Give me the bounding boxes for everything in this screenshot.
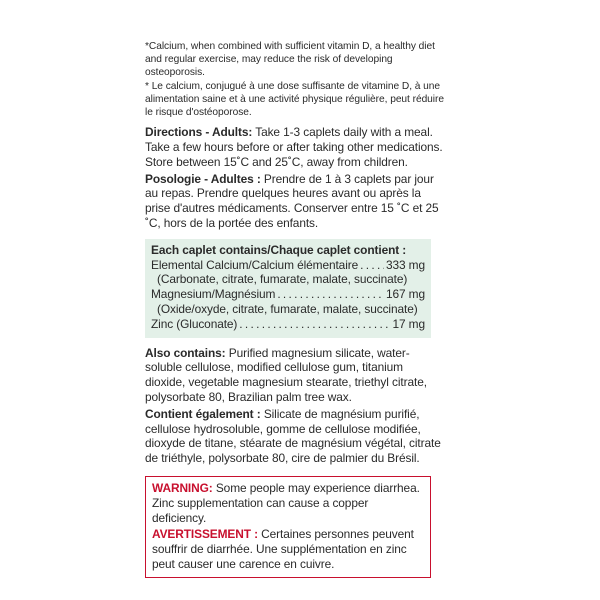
warning-box — [145, 476, 431, 578]
ingredient-amount: 17 mg — [392, 316, 425, 331]
directions-fr-text: Prendre de 1 à 3 caplets par jour au repas. Prendre quelques heures avant ou après la prise d'autres médicaments. Conserver entre 15 ˚C et 25 ˚C, hors de la portée des enfants. — [145, 171, 439, 230]
warning-en-heading: WARNING: — [152, 480, 213, 495]
ingredient-row — [151, 258, 425, 273]
directions-en-text: Take 1-3 caplets daily with a meal. Take a few hours before or after taking other medications. Store between 15˚C and 25˚C, away from children. — [145, 125, 443, 169]
ingredient-name: Zinc (Gluconate) — [151, 316, 238, 331]
ingredient-amount: 167 mg — [385, 287, 425, 302]
directions-en-heading: Directions - Adults: — [145, 125, 253, 140]
ingredient-name: Magnesium/Magnésium — [151, 287, 276, 302]
warning-en — [152, 481, 424, 525]
supplement-label — [145, 40, 445, 578]
warning-fr-heading: AVERTISSEMENT : — [152, 527, 258, 542]
composition-panel — [145, 239, 431, 338]
also-contains-fr — [145, 407, 445, 466]
also-contains-en — [145, 346, 445, 405]
footnote-en: *Calcium, when combined with sufficient vitamin D, a healthy diet and regular exercise, may reduce the risk of developing osteoporosis. — [145, 41, 435, 79]
leader-dots — [277, 287, 384, 302]
warning-fr-text: Certaines personnes peuvent souffrir de diarrhée. Une supplémentation en zinc peut causer une carence en cuivre. — [152, 527, 414, 571]
ingredient-amount: 333 mg — [385, 257, 425, 272]
directions-fr-heading: Posologie - Adultes : — [145, 171, 261, 186]
directions-en — [145, 125, 445, 169]
warning-en-text: Some people may experience diarrhea. Zinc supplementation can cause a copper deficiency. — [152, 480, 420, 525]
also-contains-fr-text: Silicate de magnésium purifié, cellulose hydrosoluble, gomme de cellulose modifiée, dioxyde de titane, stéarate de magnésium végétal, citrate de triéthyle, polysorbate 80, cire de palmier du Brésil. — [145, 406, 441, 466]
also-contains-en-text: Purified magnesium silicate, water-soluble cellulose, modified cellulose gum, titanium dioxide, vegetable magnesium stearate, triethyl citrate, polysorbate 80, Brazilian palm tree wax. — [145, 345, 427, 404]
leader-dots — [360, 258, 384, 273]
composition-heading: Each caplet contains/Chaque caplet contient : — [151, 242, 407, 257]
also-contains-fr-heading: Contient également : — [145, 406, 261, 421]
footnote-fr: * Le calcium, conjugué à une dose suffisante de vitamine D, à une alimentation saine et à une activité physique régulière, peut réduire le risque d'ostéoporose. — [145, 80, 444, 119]
directions-fr — [145, 172, 445, 231]
ingredient-sources: (Carbonate, citrate, fumarate, malate, succinate) — [157, 272, 408, 287]
also-contains-en-heading: Also contains: — [145, 345, 226, 360]
ingredient-row — [151, 287, 425, 302]
leader-dots — [239, 317, 390, 332]
ingredient-sources: (Oxide/oxyde, citrate, fumarate, malate, succinate) — [157, 301, 418, 316]
warning-fr — [152, 527, 424, 571]
ingredient-row — [151, 317, 425, 332]
ingredient-name: Elemental Calcium/Calcium élémentaire — [151, 257, 359, 272]
